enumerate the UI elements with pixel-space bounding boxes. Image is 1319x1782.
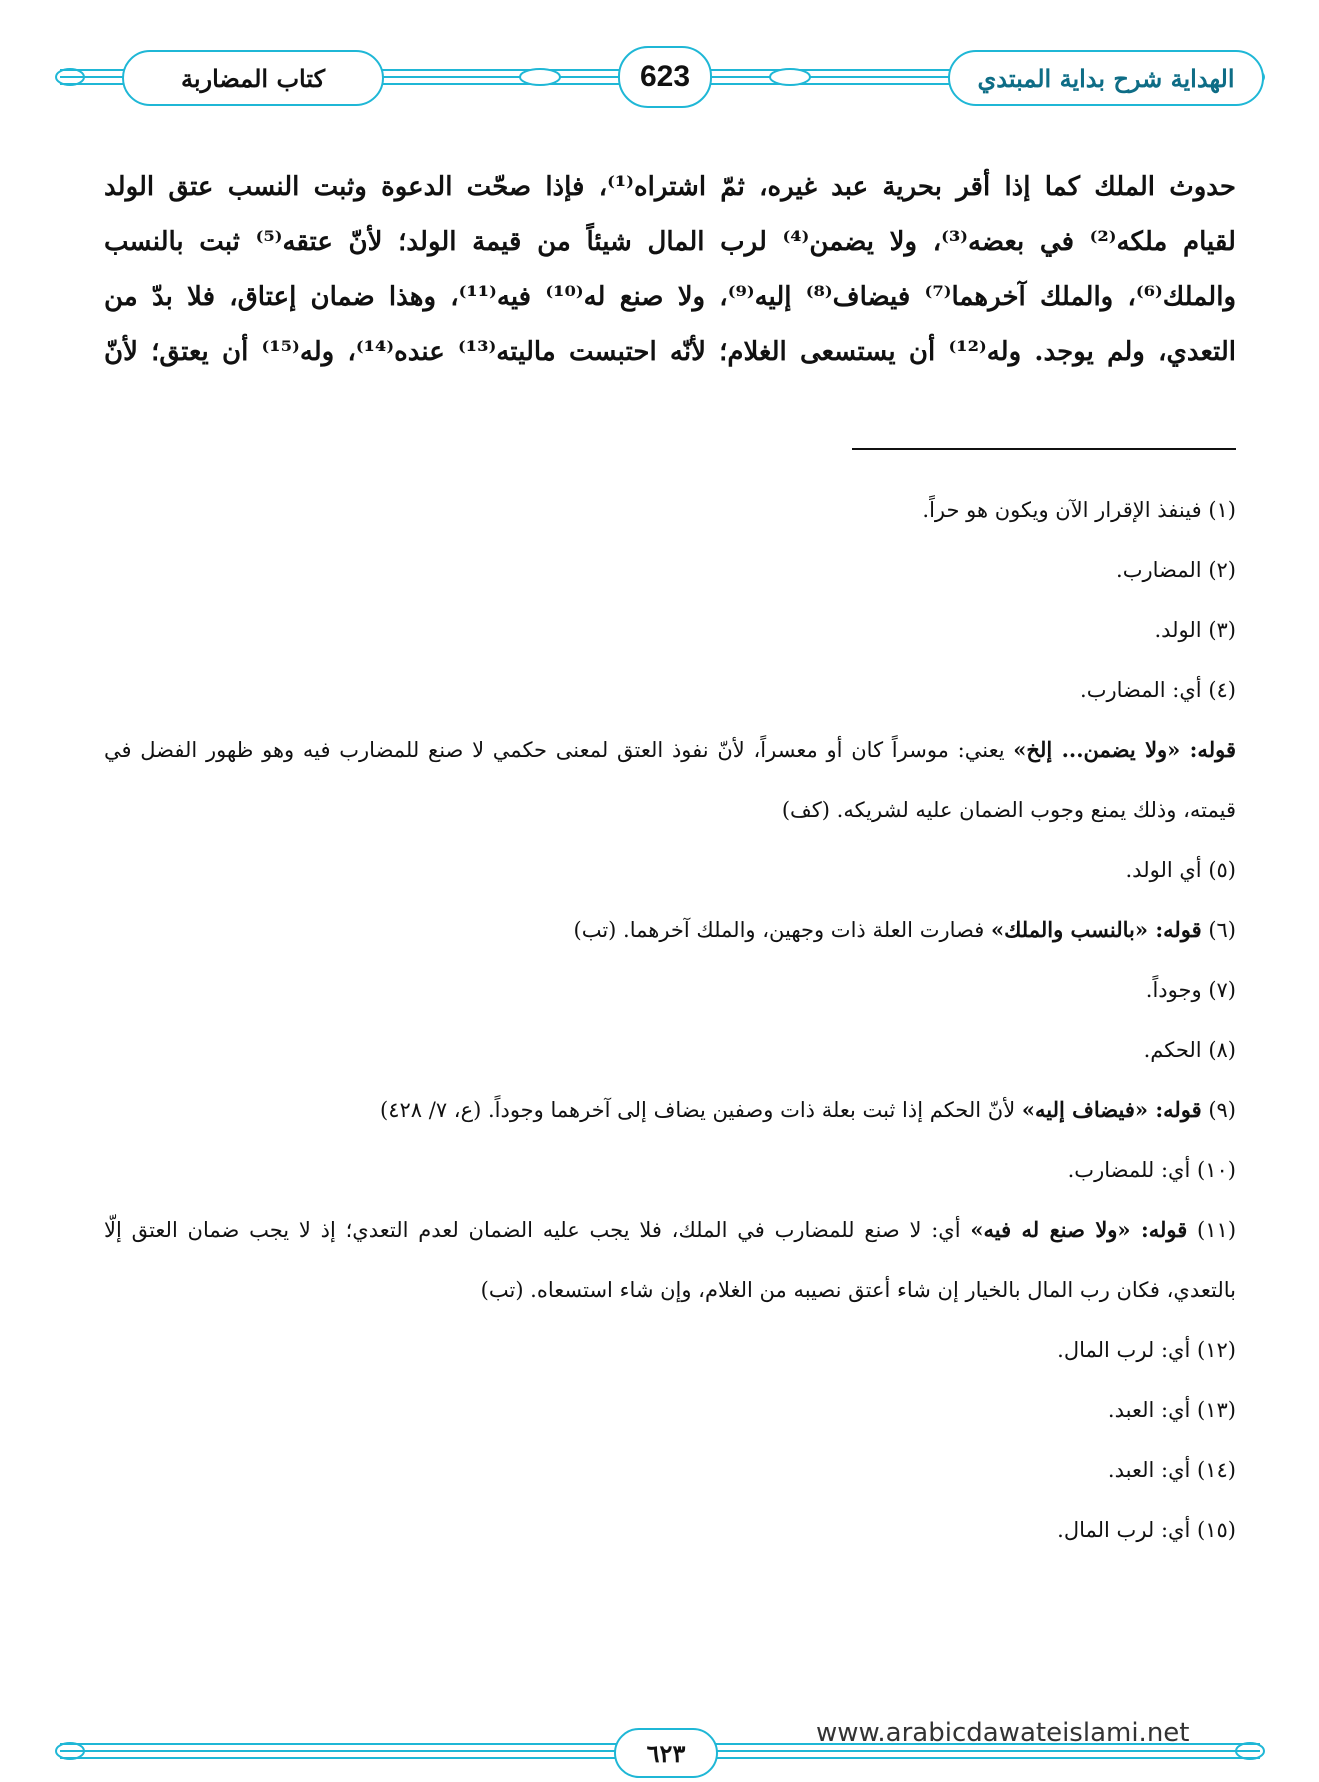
footnote: (١٣) أي: العبد. bbox=[1107, 1398, 1236, 1422]
website-url: www.arabicdawateislami.net bbox=[816, 1718, 1190, 1748]
page-number-badge bbox=[618, 46, 712, 108]
chapter-title bbox=[122, 50, 384, 106]
chapter-title-text: كتاب المضاربة bbox=[180, 63, 326, 93]
book-title bbox=[948, 50, 1264, 106]
page-header bbox=[0, 40, 1319, 120]
footnote: (١١) قوله: «ولا صنع له فيه» أي: لا صنع للمضارب في الملك، فلا يجب عليه الضمان لعدم التعدي؛ إذ لا يجب ضمان العتق إلّا بالتعدي، فكان رب المال بالخيار إن شاء أعتق نصيبه من الغلام، وإن شاء استسعاه. (تب) bbox=[104, 1217, 1237, 1302]
main-line: لقيام ملكه⁽²⁾ في بعضه⁽³⁾، ولا يضمن⁽⁴⁾ لرب المال شيئاً من قيمة الولد؛ لأنّ عتقه⁽⁵⁾ ثبت بالنسب bbox=[104, 227, 1236, 257]
footnote: (١٠) أي: للمضارب. bbox=[1067, 1158, 1236, 1182]
footnote-divider bbox=[852, 448, 1236, 450]
footnote: (٦) قوله: «بالنسب والملك» فصارت العلة ذات وجهين، والملك آخرهما. (تب) bbox=[573, 917, 1236, 942]
footnote: (٥) أي الولد. bbox=[1125, 858, 1236, 882]
footnotes bbox=[104, 480, 1236, 1560]
footnote: (٩) قوله: «فيضاف إليه» لأنّ الحكم إذا ثبت بعلة ذات وصفين يضاف إلى آخرهما وجوداً. (ع، ٧/ ٤٢٨) bbox=[380, 1097, 1236, 1122]
main-line: والملك⁽⁶⁾، والملك آخرهما⁽⁷⁾ فيضاف⁽⁸⁾ إليه⁽⁹⁾، ولا صنع له⁽¹⁰⁾ فيه⁽¹¹⁾، وهذا ضمان إعتاق، فلا بدّ من bbox=[104, 282, 1236, 312]
main-line: التعدي، ولم يوجد. وله⁽¹²⁾ أن يستسعى الغلام؛ لأنّه احتبست ماليته⁽¹³⁾ عنده⁽¹⁴⁾، وله⁽¹⁵⁾ أن يعتق؛ لأنّ bbox=[104, 337, 1237, 367]
footnote: (١٤) أي: العبد. bbox=[1107, 1458, 1236, 1482]
footnote: (١٢) أي: لرب المال. bbox=[1057, 1338, 1236, 1362]
footnote: (١) فينفذ الإقرار الآن ويكون هو حراً. bbox=[922, 498, 1236, 522]
footnote: (١٥) أي: لرب المال. bbox=[1057, 1518, 1236, 1542]
book-title-text: الهداية شرح بداية المبتدي bbox=[977, 63, 1235, 93]
footnote: قوله: «ولا يضمن... إلخ» يعني: موسراً كان أو معسراً، لأنّ نفوذ العتق لمعنى حكمي لا صنع للمضارب فيه وهو ظهور الفضل في قيمته، وذلك يمنع وجوب الضمان عليه لشريكه. (كف) bbox=[104, 737, 1236, 822]
footnote: (٨) الحكم. bbox=[1143, 1038, 1236, 1062]
footer-page-number-text: ٦٢٣ bbox=[646, 1738, 686, 1768]
footnote: (٢) المضارب. bbox=[1116, 558, 1236, 582]
footer-page-number bbox=[614, 1728, 718, 1778]
footnote: (٤) أي: المضارب. bbox=[1080, 678, 1236, 702]
footnote: (٣) الولد. bbox=[1154, 618, 1236, 642]
main-text bbox=[104, 160, 1236, 380]
footnote: (٧) وجوداً. bbox=[1145, 978, 1236, 1002]
main-line: حدوث الملك كما إذا أقر بحرية عبد غيره، ثمّ اشتراه⁽¹⁾، فإذا صحّت الدعوة وثبت النسب عتق الولد bbox=[104, 172, 1236, 202]
page-number-text: 623 bbox=[639, 60, 691, 93]
